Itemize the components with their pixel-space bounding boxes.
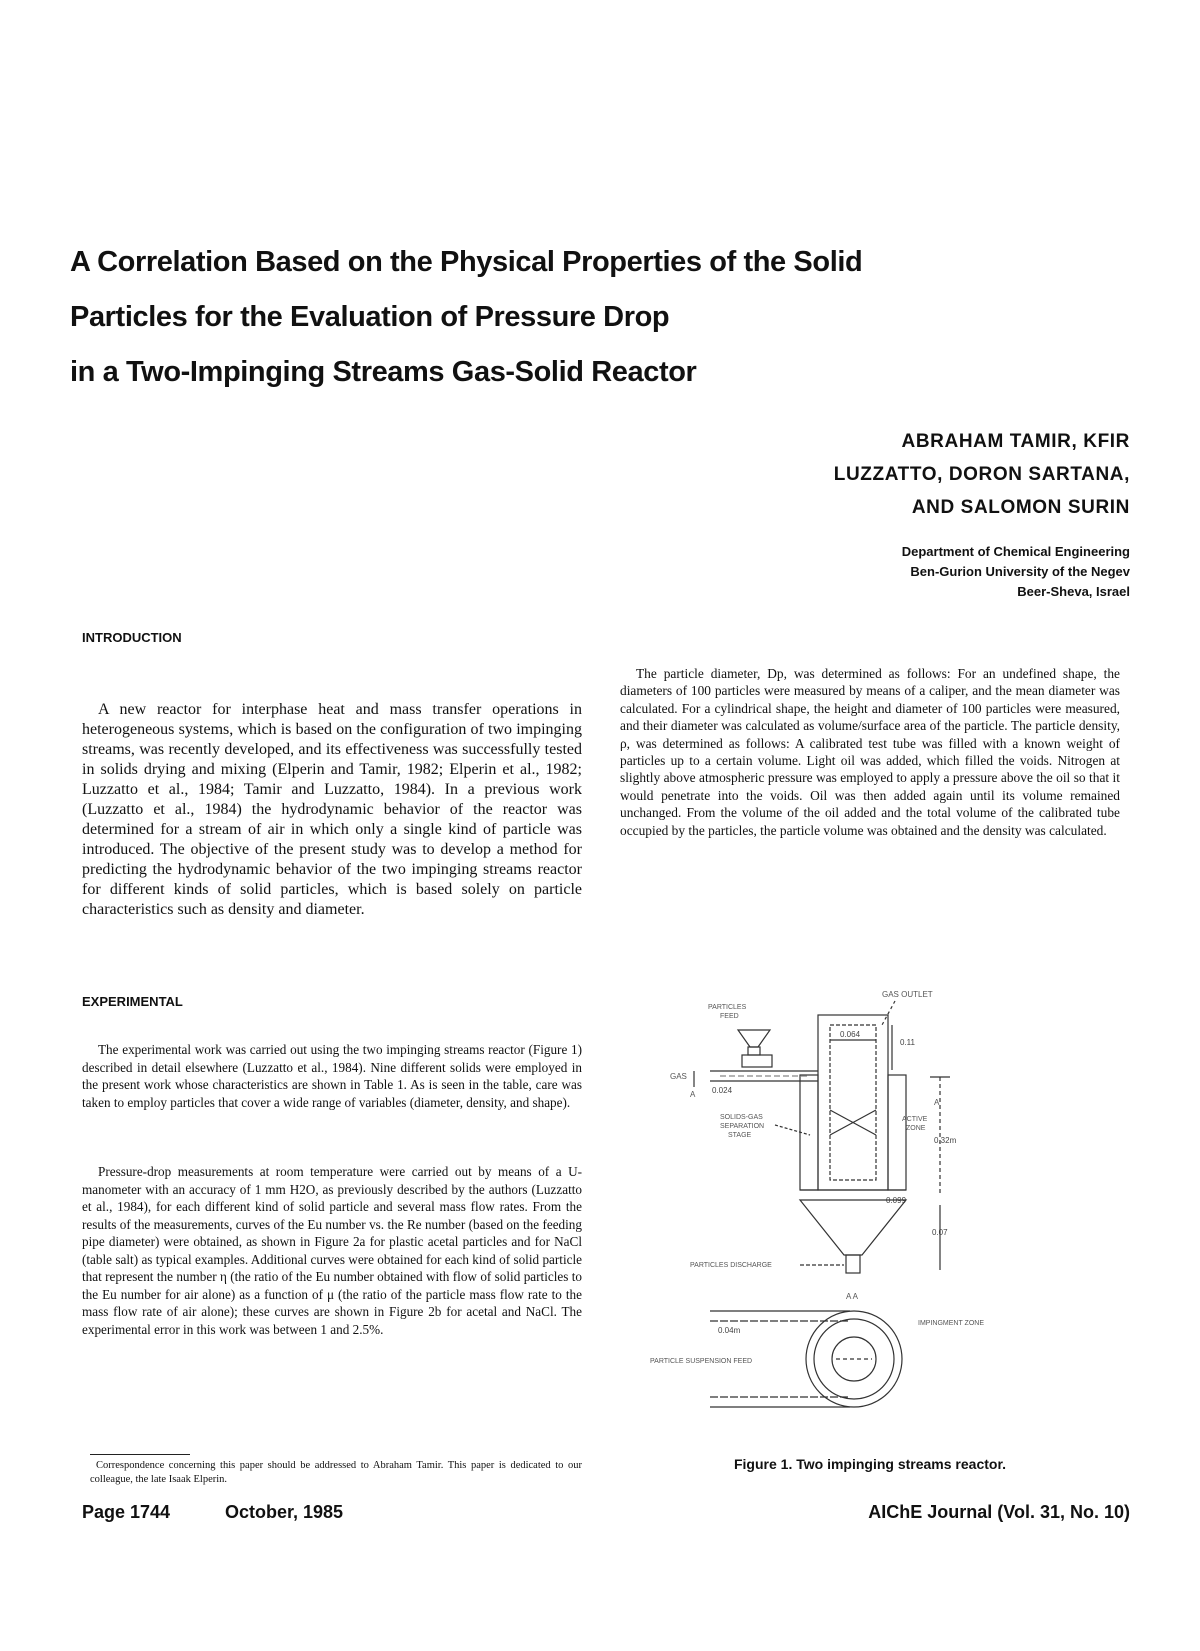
label-d-007: 0.07	[932, 1228, 948, 1237]
affiliation-department: Department of Chemical Engineering	[901, 544, 1130, 559]
affiliation	[690, 542, 1130, 602]
label-d-0099: 0.099	[886, 1196, 907, 1205]
author-line-2: LUZZATTO, DORON SARTANA,	[833, 464, 1130, 485]
discharge-cone	[800, 1200, 906, 1255]
reactor-column-inner	[830, 1025, 876, 1180]
feed-hopper	[738, 1030, 770, 1047]
label-d-side: 0.11	[900, 1038, 915, 1047]
title-line-2: Particles for the Evaluation of Pressure Drop	[70, 301, 670, 333]
author-line-3: AND SALOMON SURIN	[911, 497, 1130, 518]
label-discharge: PARTICLES DISCHARGE	[690, 1262, 772, 1269]
label-aa: A A	[846, 1292, 859, 1301]
separation-leader	[775, 1125, 810, 1135]
reactor-diagram	[650, 985, 1070, 1425]
reactor-annulus-right	[888, 1075, 906, 1190]
feeder-box	[742, 1055, 772, 1067]
experimental-paragraph-2: Pressure-drop measurements at room temperature were carried out by means of a U-manometer with an accuracy of 1 mm H2O, as previously described by the authors (Luzzatto et al., 1984), for each different kind of solid particle and several mass flow rates. From the results of the measurements, curves of the Eu number vs. the Re number (based on the feeding pipe diameter) were obtained, as shown in Figure 2a for plastic acetal particles and for NaCl (table salt) as typical examples. Additional curves were obtained for each kind of solid particle that represent the number η (the ratio of the Eu number obtained with flow of solid particles to the Eu number for air alone) as a function of μ (the ratio of the particle mass flow rate to the mass flow rate of air alone); these curves are shown in Figure 2b for acetal and NaCl. The experimental error in this work was between 1 and 2.5%.	[82, 1164, 582, 1337]
label-separation-1: SOLIDS-GAS	[720, 1114, 763, 1121]
label-d-004: 0.04m	[718, 1326, 741, 1335]
label-d-pipe: 0.024	[712, 1086, 733, 1095]
label-suspension: PARTICLE SUSPENSION FEED	[650, 1358, 753, 1365]
label-particles-feed-1: PARTICLES	[708, 1004, 747, 1011]
author-list	[690, 425, 1130, 524]
label-separation-3: STAGE	[728, 1132, 752, 1139]
article-title	[70, 235, 970, 400]
label-gas-outlet: GAS OUTLET	[882, 990, 933, 999]
label-a-left: A	[690, 1090, 696, 1099]
affiliation-city: Beer-Sheva, Israel	[1017, 584, 1130, 599]
label-active-2: ZONE	[906, 1125, 926, 1132]
title-line-1: A Correlation Based on the Physical Properties of the Solid	[70, 246, 863, 278]
label-d-032: 0.32m	[934, 1136, 957, 1145]
label-impingement: IMPINGMENT ZONE	[918, 1320, 984, 1327]
label-d-top: 0.064	[840, 1030, 861, 1039]
label-gas: GAS	[670, 1072, 687, 1081]
correspondence-footnote: Correspondence concerning this paper should be addressed to Abraham Tamir. This paper is dedicated to our colleague, the late Isaak Elperin.	[90, 1460, 582, 1485]
label-separation-2: SEPARATION	[720, 1123, 765, 1130]
label-particles-feed-2: FEED	[720, 1013, 739, 1020]
reactor-column-outer	[818, 1015, 888, 1190]
author-line-1: ABRAHAM TAMIR, KFIR	[901, 431, 1130, 452]
hopper-neck	[748, 1047, 760, 1055]
experimental-heading: EXPERIMENTAL	[82, 994, 183, 1009]
footer-journal: AIChE Journal (Vol. 31, No. 10)	[868, 1502, 1130, 1522]
footer-page: Page 1744	[82, 1502, 171, 1522]
title-line-3: in a Two-Impinging Streams Gas-Solid Reactor	[70, 356, 697, 388]
introduction-paragraph: A new reactor for interphase heat and mass transfer operations in heterogeneous systems, which is based on the configuration of two impinging streams, was recently developed, and its effectiveness was successfully tested in solids drying and mixing (Elperin and Tamir, 1982; Elperin et al., 1982; Luzzatto et al., 1984; Tamir and Luzzatto, 1984). In a previous work (Luzzatto et al., 1984) the hydrodynamic behavior of the reactor was determined for a stream of air in which only a single kind of particle was introduced. The objective of the present study was to develop a method for predicting the hydrodynamic behavior of the two impinging streams reactor for different kinds of solid particles, which is based solely on particle characteristics such as density and diameter.	[82, 701, 582, 918]
label-active-1: ACTIVE	[902, 1116, 928, 1123]
footer-date: October, 1985	[225, 1502, 344, 1522]
experimental-paragraph-1: The experimental work was carried out using the two impinging streams reactor (Figure 1) described in detail elsewhere (Luzzatto et al., 1984). Nine different solids were employed in the present work whose characteristics are shown in Table 1. As is seen in the table, care was taken to employ particles that cover a wide range of variables (diameter, density, and shape).	[82, 1042, 582, 1110]
footnote-divider	[90, 1454, 190, 1455]
introduction-heading: INTRODUCTION	[82, 630, 182, 645]
figure-caption: Figure 1. Two impinging streams reactor.	[733, 1456, 1007, 1472]
affiliation-university: Ben-Gurion University of the Negev	[910, 564, 1130, 579]
discharge-pipe	[846, 1255, 860, 1273]
label-a-right: A	[934, 1098, 940, 1107]
figure-1	[650, 985, 1070, 1425]
reactor-annulus-left	[800, 1075, 818, 1190]
particle-properties-paragraph: The particle diameter, Dp, was determined as follows: For an undefined shape, the diameters of 100 particles were measured by means of a caliper, and the mean diameter was calculated. For a cylindrical shape, the height and diameter of 100 particles were measured, and their diameter was calculated as volume/surface area of the particle. The particle density, ρ, was determined as follows: A calibrated test tube was filled with a known weight of particles up to a certain volume. Light oil was added, which filled the voids. Nitrogen at slightly above atmospheric pressure was employed to apply a pressure above the oil so that it would penetrate into the voids. Oil was then added again until its volume remained unchanged. From the volume of the oil added and the total volume of the calibrated tube occupied by the particles, the particle volume was obtained and the density was calculated.	[620, 666, 1120, 838]
